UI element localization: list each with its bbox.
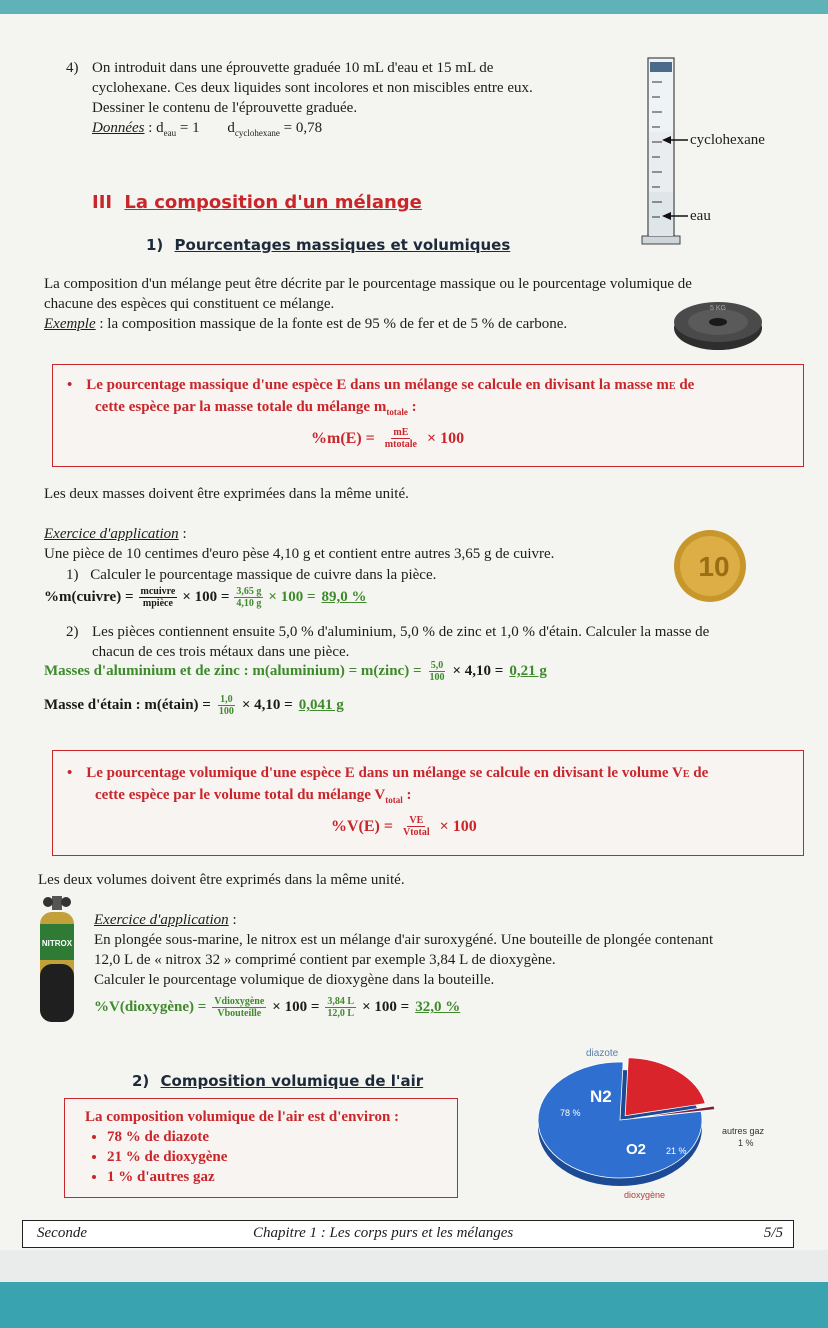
footer-center: Chapitre 1 : Les corps purs et les mélanges [253, 1225, 514, 1241]
air-composition-item: • 1 % d'autres gaz [107, 1167, 455, 1187]
q4-line1: On introduit dans une éprouvette graduée 10 mL d'eau et 15 mL de [92, 60, 494, 76]
air-composition-list [85, 1127, 455, 1187]
page-edge [0, 1250, 828, 1282]
pie-label-diazote: diazote [586, 1048, 619, 1059]
section-title: III La composition d'un mélange [92, 192, 422, 213]
exercise-2-line3: Calculer le pourcentage volumique de dioxygène dans la bouteille. [94, 972, 495, 988]
mass-definition-line2: cette espèce par la masse totale du mélange $m_{totale}$ : [95, 399, 417, 417]
question-number: 4) [66, 60, 79, 76]
footer-page: 5/5 [763, 1225, 783, 1241]
air-composition-title: La composition volumique de l'air est d'environ : [85, 1109, 400, 1125]
svg-text:10: 10 [698, 551, 730, 582]
bottom-band [0, 1282, 828, 1328]
euro-coin-illustration [670, 526, 750, 606]
exercise-1-q2: 2) Les pièces contiennent ensuite 5,0 % d'aluminium, 5,0 % de zinc et 1,0 % d'étain. Calculer la masse de chacun de ces trois métaux dans une pièce. [66, 624, 710, 660]
air-composition-box [64, 1098, 458, 1198]
label-cyclohexane: cyclohexane [690, 132, 765, 148]
exercise-1-calc3: Masse d'étain : m(étain) = $\frac{1,0}{100}$ × 4,10 = 0,041 g [44, 694, 344, 717]
pie-label-o2: O2 [626, 1141, 647, 1158]
svg-text:5 KG: 5 KG [710, 305, 726, 312]
exercise-2-line2: 12,0 L de « nitrox 32 » comprimé contient par exemple 3,84 L de dioxygène. [94, 952, 556, 968]
exercise-1-calc2: Masses d'aluminium et de zinc : m(aluminium) = m(zinc) = $\frac{5,0}{100}$ × 4,10 = 0,21 g [44, 660, 547, 683]
volume-definition-line2: cette espèce par le volume total du mélange $V_{total}$ : [95, 787, 412, 805]
q4-donnees: Données : $d_{eau} = 1$ $d_{cyclohexane} = 0,78$ [92, 120, 323, 138]
exercise-2 [94, 910, 794, 990]
diving-bottle-illustration [34, 894, 80, 1024]
page-footer [22, 1220, 794, 1248]
volume-unit-note: Les deux volumes doivent être exprimés dans la même unité. [38, 872, 405, 888]
label-eau: eau [690, 208, 711, 224]
q4-line2: cyclohexane. Ces deux liquides sont incolores et non miscibles entre eux. [92, 80, 533, 96]
exercise-1-title: Exercice d'application : [44, 526, 187, 542]
top-band [0, 0, 828, 14]
exercise-2-title: Exercice d'application : [94, 912, 237, 928]
volume-percentage-definition-box [52, 750, 804, 856]
pie-label-21: 21 % [666, 1146, 687, 1156]
subsection-2-title: 2) Composition volumique de l'air [132, 1072, 424, 1090]
mass-formula: %m(E) = $\frac{mE}{\text{mtotale}}$ × 100 [311, 427, 465, 450]
pie-label-dioxygene: dioxygène [624, 1190, 666, 1200]
exercise-2-calc: %V(dioxygène) = $\frac{\text{Vdioxygène}}{\text{Vbouteille}}$ × 100 = $\frac{3,84 L}{12,0 L}$ × 100 = 32,0 % [94, 996, 461, 1019]
pie-label-autres: autres gaz [722, 1126, 765, 1136]
volume-definition-line1: • Le pourcentage volumique d'une espèce E dans un mélange se calcule en divisant le volume VE de [67, 765, 709, 781]
intro-paragraph: La composition d'un mélange peut être décrite par le pourcentage massique ou le pourcentage volumique de chacune des espèces qui constituent ce mélange. Exemple : la composition massique de la fonte est de 95 % de fer et de 5 % de carbone. [44, 276, 692, 332]
air-composition-item: • 78 % de diazote [107, 1127, 455, 1147]
weight-disk-illustration [672, 298, 764, 352]
air-composition-item: • 21 % de dioxygène [107, 1147, 455, 1167]
exercise-1-calc1: %m(cuivre) = $\frac{\text{mcuivre}}{\text{mpièce}}$ × 100 = $\frac{3,65 g}{4,10 g}$ × 100 = 89,0 % [44, 586, 367, 609]
exercise-1-q1: 1) Calculer le pourcentage massique de cuivre dans la pièce. [66, 567, 437, 583]
graduated-cylinder-illustration [640, 52, 790, 252]
exercise-1-statement: Une pièce de 10 centimes d'euro pèse 4,10 g et contient entre autres 3,65 g de cuivre. [44, 546, 555, 562]
volume-formula: %V(E) = $\frac{VE}{\text{Vtotal}}$ × 100 [331, 815, 477, 838]
q4-line3: Dessiner le contenu de l'éprouvette graduée. [92, 100, 358, 116]
mass-definition-line1: • Le pourcentage massique d'une espèce E dans un mélange se calcule en divisant la masse mE de [67, 377, 695, 393]
subsection-1-title: 1) Pourcentages massiques et volumiques [146, 236, 511, 254]
pie-label-1: 1 % [738, 1138, 754, 1148]
pie-slices [538, 1058, 715, 1186]
mass-percentage-definition-box [52, 364, 804, 467]
pie-label-n2: N2 [590, 1087, 612, 1106]
exercise-2-line1: En plongée sous-marine, le nitrox est un mélange d'air suroxygéné. Une bouteille de plongée contenant [94, 932, 714, 948]
pie-label-78: 78 % [560, 1108, 581, 1118]
mass-unit-note: Les deux masses doivent être exprimées dans la même unité. [44, 486, 409, 502]
footer-left: Seconde [37, 1225, 87, 1241]
svg-text:NITROX: NITROX [41, 939, 73, 948]
air-composition-pie-chart [530, 1040, 800, 1210]
